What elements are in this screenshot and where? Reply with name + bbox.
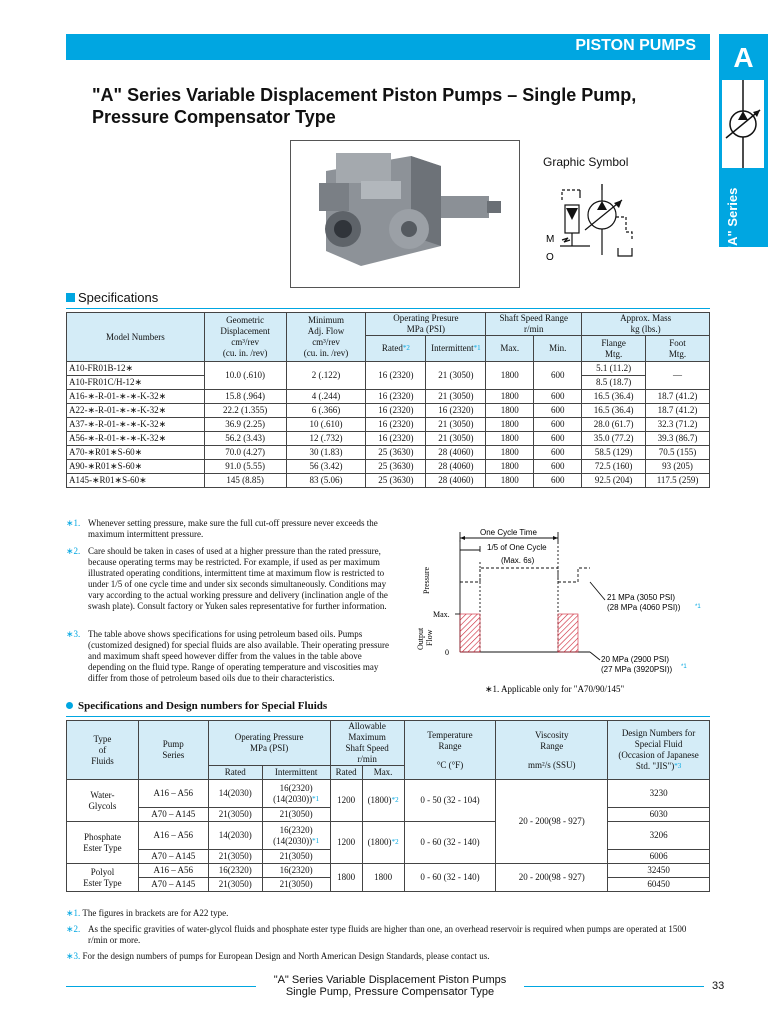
cell-disp: 36.9 (2.25) (204, 418, 286, 432)
cell-max: 1800 (486, 390, 534, 404)
cell-rated: 16 (2320) (366, 418, 426, 432)
divider (66, 716, 710, 717)
cell-foot: 39.3 (86.7) (646, 432, 710, 446)
cell-flange: 58.5 (129) (582, 446, 646, 460)
one-cycle-label: One Cycle Time (480, 528, 537, 537)
cell-minflow: 30 (1.83) (286, 446, 366, 460)
header-band-title: PISTON PUMPS (575, 37, 696, 54)
cell-disp: 56.2 (3.43) (204, 432, 286, 446)
cell-model: A145-∗R01∗S-60∗ (67, 474, 205, 488)
spec-table-wrap (66, 312, 710, 488)
p27-star: *1 (681, 664, 687, 670)
cell-rated: 16 (2320) (366, 432, 426, 446)
table-row: A70 – A145 21(3050) 21(3050) 6030 (67, 808, 710, 822)
cell-inter: 28 (4060) (426, 446, 486, 460)
cell-min: 600 (534, 418, 582, 432)
h-max: Max. (486, 336, 534, 362)
sh-speed: Allowable Maximum Shaft Speed r/min (330, 721, 404, 766)
sh-design: Design Numbers for Special Fluid (Occasion of Japanese Std. "JIS")$^{*3}$ (608, 721, 710, 780)
cell-max: 1800 (486, 432, 534, 446)
title-line-2: Pressure Compensator Type (92, 107, 336, 127)
table-row (67, 418, 710, 432)
cell-foot: 117.5 (259) (646, 474, 710, 488)
h-intermittent: Intermittent$^{*1}$ (426, 336, 486, 362)
cell-inter: 28 (4060) (426, 460, 486, 474)
max6s-label: (Max. 6s) (501, 556, 535, 565)
section-square-icon (66, 293, 75, 302)
cell-disp: 91.0 (5.55) (204, 460, 286, 474)
cell-rated: 25 (3630) (366, 446, 426, 460)
port-m-label: M (546, 234, 555, 245)
footer-rule-right (524, 986, 704, 987)
footer-title (260, 974, 520, 998)
cell-inter: 16 (2320) (426, 404, 486, 418)
table-row: Water- Glycols A16 – A56 14(2030) 16(2320) $(14(2030))^{*1}$ 1200 $(1800)^{*2}$ 0 - 50 (32 - 104) 20 - 200(98 - 927) 3230 (67, 780, 710, 808)
graphic-symbol-diagram (540, 180, 640, 270)
cell-model: A16-∗-R-01-∗-∗-K-32∗ (67, 390, 205, 404)
cell-foot: 93 (205) (646, 460, 710, 474)
table-row (67, 460, 710, 474)
cell-inter: 21 (3050) (426, 432, 486, 446)
page-number: 33 (712, 980, 725, 992)
output-flow-label-2: Flow (425, 629, 434, 646)
cell-foot: 18.7 (41.2) (646, 404, 710, 418)
bullet-icon (66, 702, 73, 709)
table-row (67, 390, 710, 404)
cell-model: A37-∗-R-01-∗-∗-K-32∗ (67, 418, 205, 432)
cell-model: A22-∗-R-01-∗-∗-K-32∗ (67, 404, 205, 418)
cell-max: 1800 (486, 460, 534, 474)
cell-disp: 22.2 (1.355) (204, 404, 286, 418)
specifications-heading (66, 290, 158, 305)
sh-visc: Viscosity Range mm²/s (SSU) (496, 721, 608, 780)
tab-letter: A (733, 42, 754, 73)
cell-min: 600 (534, 390, 582, 404)
table-row (67, 446, 710, 460)
visc-shared: 20 - 200(98 - 927) (496, 780, 608, 864)
divider (66, 308, 710, 309)
cell-model: A56-∗-R-01-∗-∗-K-32∗ (67, 432, 205, 446)
cell-max: 1800 (486, 404, 534, 418)
cell-disp: 145 (8.85) (204, 474, 286, 488)
tab-pump-symbol-icon (722, 80, 764, 168)
p20-label: 20 MPa (2900 PSI) (601, 655, 670, 664)
cycle-diagram (405, 522, 715, 698)
specifications-heading-text: Specifications (78, 290, 159, 305)
h-flange: Flange Mtg. (582, 336, 646, 362)
snote-1: ∗1. The figures in brackets are for A22 type. (66, 908, 229, 918)
port-o-label: O (546, 252, 554, 263)
tab-series-label: "A" Series (725, 187, 740, 252)
h-rated: Rated$^{*2}$ (366, 336, 426, 362)
title-line-1: "A" Series Variable Displacement Piston Pumps – Single Pump, (92, 85, 637, 105)
cell-rated: 25 (3630) (366, 460, 426, 474)
cell-inter: 21 (3050) (426, 390, 486, 404)
zero-label: 0 (445, 648, 449, 657)
table-row: A70 – A145 21(3050) 21(3050) 6006 (67, 850, 710, 864)
cell-flange: 16.5 (36.4) (582, 390, 646, 404)
fifth-cycle-label: 1/5 of One Cycle (487, 543, 547, 552)
max-label: Max. (433, 610, 450, 619)
cell-inter: 28 (4060) (426, 474, 486, 488)
cell-foot: 18.7 (41.2) (646, 390, 710, 404)
cell-min: 600 (534, 460, 582, 474)
cell-rated: 25 (3630) (366, 474, 426, 488)
p27-label: (27 MPa (3920PSI)) (601, 665, 673, 674)
note-2: ∗2. Care should be taken in cases of used at a higher pressure than the rated pressure, because operating terms may be restricted. For example, if used as per maximum illustrated operating conditions, intermittent time at maximum flow is restricted to under 1/5 of one cycle time and under six seconds simultaneously. Conditions may vary according to the actual working pressure and delivery (inclination angle of the swash plate). Consult factory or Yuken sales representative for further information. (66, 546, 388, 611)
cell-max: 1800 (486, 474, 534, 488)
cell-minflow: 6 (.366) (286, 404, 366, 418)
h-model: Model Numbers (67, 313, 205, 362)
note-1: ∗1. Whenever setting pressure, make sure the full cut-off pressure never exceeds the maximum intermittent pressure. (66, 518, 378, 539)
cell-max: 1800 (486, 418, 534, 432)
h-oppress: Operating Presure MPa (PSI) (366, 313, 486, 336)
table-row (67, 404, 710, 418)
h-mass: Approx. Mass kg (lbs.) (582, 313, 710, 336)
cell-min: 600 (534, 474, 582, 488)
cell-rated: 16 (2320) (366, 390, 426, 404)
special-table: Type of Fluids Pump Series Operating Pressure MPa (PSI) Allowable Maximum Shaft Speed r/min Temperature Range °C (°F) Viscosity Range mm²/s (SSU) Design Numbers for Special Fluid (Occasion of Japanese Std. "JIS")$^{*3}$ Rated Intermittent Rated Max. Water- Glycols A16 – A56 14(2030) 16(2320) $(14(2030))^{*1}$ 1200 $(1800)^{*2}$ 0 - 50 (32 - 104) 20 - 200(98 - 927) 3230 A70 – A145 21(3050) 21(3050) 6030 Phosphate Ester Type A16 – A56 14(2030) 16(2320) $(14(2030))^{*1}$ 1200 $(1800)^{*2}$ 0 - 60 (32 - 140) 3206 A70 – A145 21(3050) 21(3050) 6006 Polyol Ester Type A16 – A56 16(2320) 16(2320) 1800 1800 0 - 60 (32 - 140) 20 - 200(98 - 927) 32450 A70 – A145 21(3050) 21(3050) 60450 (66, 720, 710, 892)
cell-flange: 28.0 (61.7) (582, 418, 646, 432)
h-min: Min. (534, 336, 582, 362)
cell-minflow: 4 (.244) (286, 390, 366, 404)
h-geo: Geometric Displacement cm³/rev (cu. in. /rev) (204, 313, 286, 362)
cell-minflow: 56 (3.42) (286, 460, 366, 474)
p28-star: *1 (695, 604, 701, 610)
h-foot: Foot Mtg. (646, 336, 710, 362)
header-band (66, 34, 710, 60)
h-minflow: Minimum Adj. Flow cm³/rev (cu. in. /rev) (286, 313, 366, 362)
side-tab (719, 34, 768, 252)
table-row: A10-FR01B-12∗ 10.0 (.610) 2 (.122) 16 (2320) 21 (3050) 1800 600 5.1 (11.2) — (67, 362, 710, 376)
page-title (92, 84, 712, 128)
pump-image-icon (291, 141, 519, 287)
footer-line-1: "A" Series Variable Displacement Piston Pumps (273, 974, 507, 986)
snote-3: ∗3. For the design numbers of pumps for European Design and North American Design Standards, please contact us. (66, 951, 490, 961)
sh-temp: Temperature Range °C (°F) (404, 721, 496, 780)
cell-minflow: 83 (5.06) (286, 474, 366, 488)
special-table-wrap (66, 720, 710, 892)
cell-min: 600 (534, 432, 582, 446)
table-row: Phosphate Ester Type A16 – A56 14(2030) 16(2320) $(14(2030))^{*1}$ 1200 $(1800)^{*2}$ 0 - 60 (32 - 140) 3206 (67, 822, 710, 850)
p21-label: 21 MPa (3050 PSI) (607, 593, 676, 602)
cell-minflow: 10 (.610) (286, 418, 366, 432)
p28-label: (28 MPa (4060 PSI)) (607, 603, 681, 612)
cell-min: 600 (534, 404, 582, 418)
table-row: A70 – A145 21(3050) 21(3050) 60450 (67, 878, 710, 892)
output-flow-label-1: Output (416, 627, 425, 650)
cell-disp: 15.8 (.964) (204, 390, 286, 404)
cell-model: A90-∗R01∗S-60∗ (67, 460, 205, 474)
note-3: ∗3. The table above shows specifications for using petroleum based oils. Pumps (customized designed) for special fluids are also available. Their operating pressure and maximum shaft speed however differ from the values in the table above depending on the fluid type. Range of operating temperature and viscosities may differ from those of petroleum based oils due to their characteristics. (66, 629, 389, 683)
h-speed: Shaft Speed Range r/min (486, 313, 582, 336)
table-row (67, 474, 710, 488)
table-row: Polyol Ester Type A16 – A56 16(2320) 16(2320) 1800 1800 0 - 60 (32 - 140) 20 - 200(98 - 927) 32450 (67, 864, 710, 878)
special-heading (66, 700, 327, 712)
footer-rule-left (66, 986, 256, 987)
cell-foot: 70.5 (155) (646, 446, 710, 460)
sh-type: Type of Fluids (67, 721, 139, 780)
cell-disp: 70.0 (4.27) (204, 446, 286, 460)
sh-series: Pump Series (138, 721, 208, 780)
cell-minflow: 12 (.732) (286, 432, 366, 446)
table-row: A10-FR01C/H-12∗ 8.5 (18.7) (67, 376, 710, 390)
cell-rated: 16 (2320) (366, 404, 426, 418)
cell-flange: 16.5 (36.4) (582, 404, 646, 418)
cell-model: A70-∗R01∗S-60∗ (67, 446, 205, 460)
cell-foot: 32.3 (71.2) (646, 418, 710, 432)
cell-flange: 72.5 (160) (582, 460, 646, 474)
cell-flange: 92.5 (204) (582, 474, 646, 488)
cell-inter: 21 (3050) (426, 418, 486, 432)
special-heading-text: Specifications and Design numbers for Special Fluids (78, 700, 328, 712)
graphic-symbol-label: Graphic Symbol (543, 155, 629, 169)
table-row (67, 432, 710, 446)
pump-photo (290, 140, 520, 288)
cycle-note: ∗1. Applicable only for "A70/90/145" (485, 684, 625, 694)
pressure-axis-label: Pressure (422, 566, 431, 594)
cell-min: 600 (534, 446, 582, 460)
cell-max: 1800 (486, 446, 534, 460)
spec-table (66, 312, 710, 488)
footer-line-2: Single Pump, Pressure Compensator Type (285, 986, 495, 998)
sh-oppress: Operating Pressure MPa (PSI) (208, 721, 330, 766)
cell-flange: 35.0 (77.2) (582, 432, 646, 446)
